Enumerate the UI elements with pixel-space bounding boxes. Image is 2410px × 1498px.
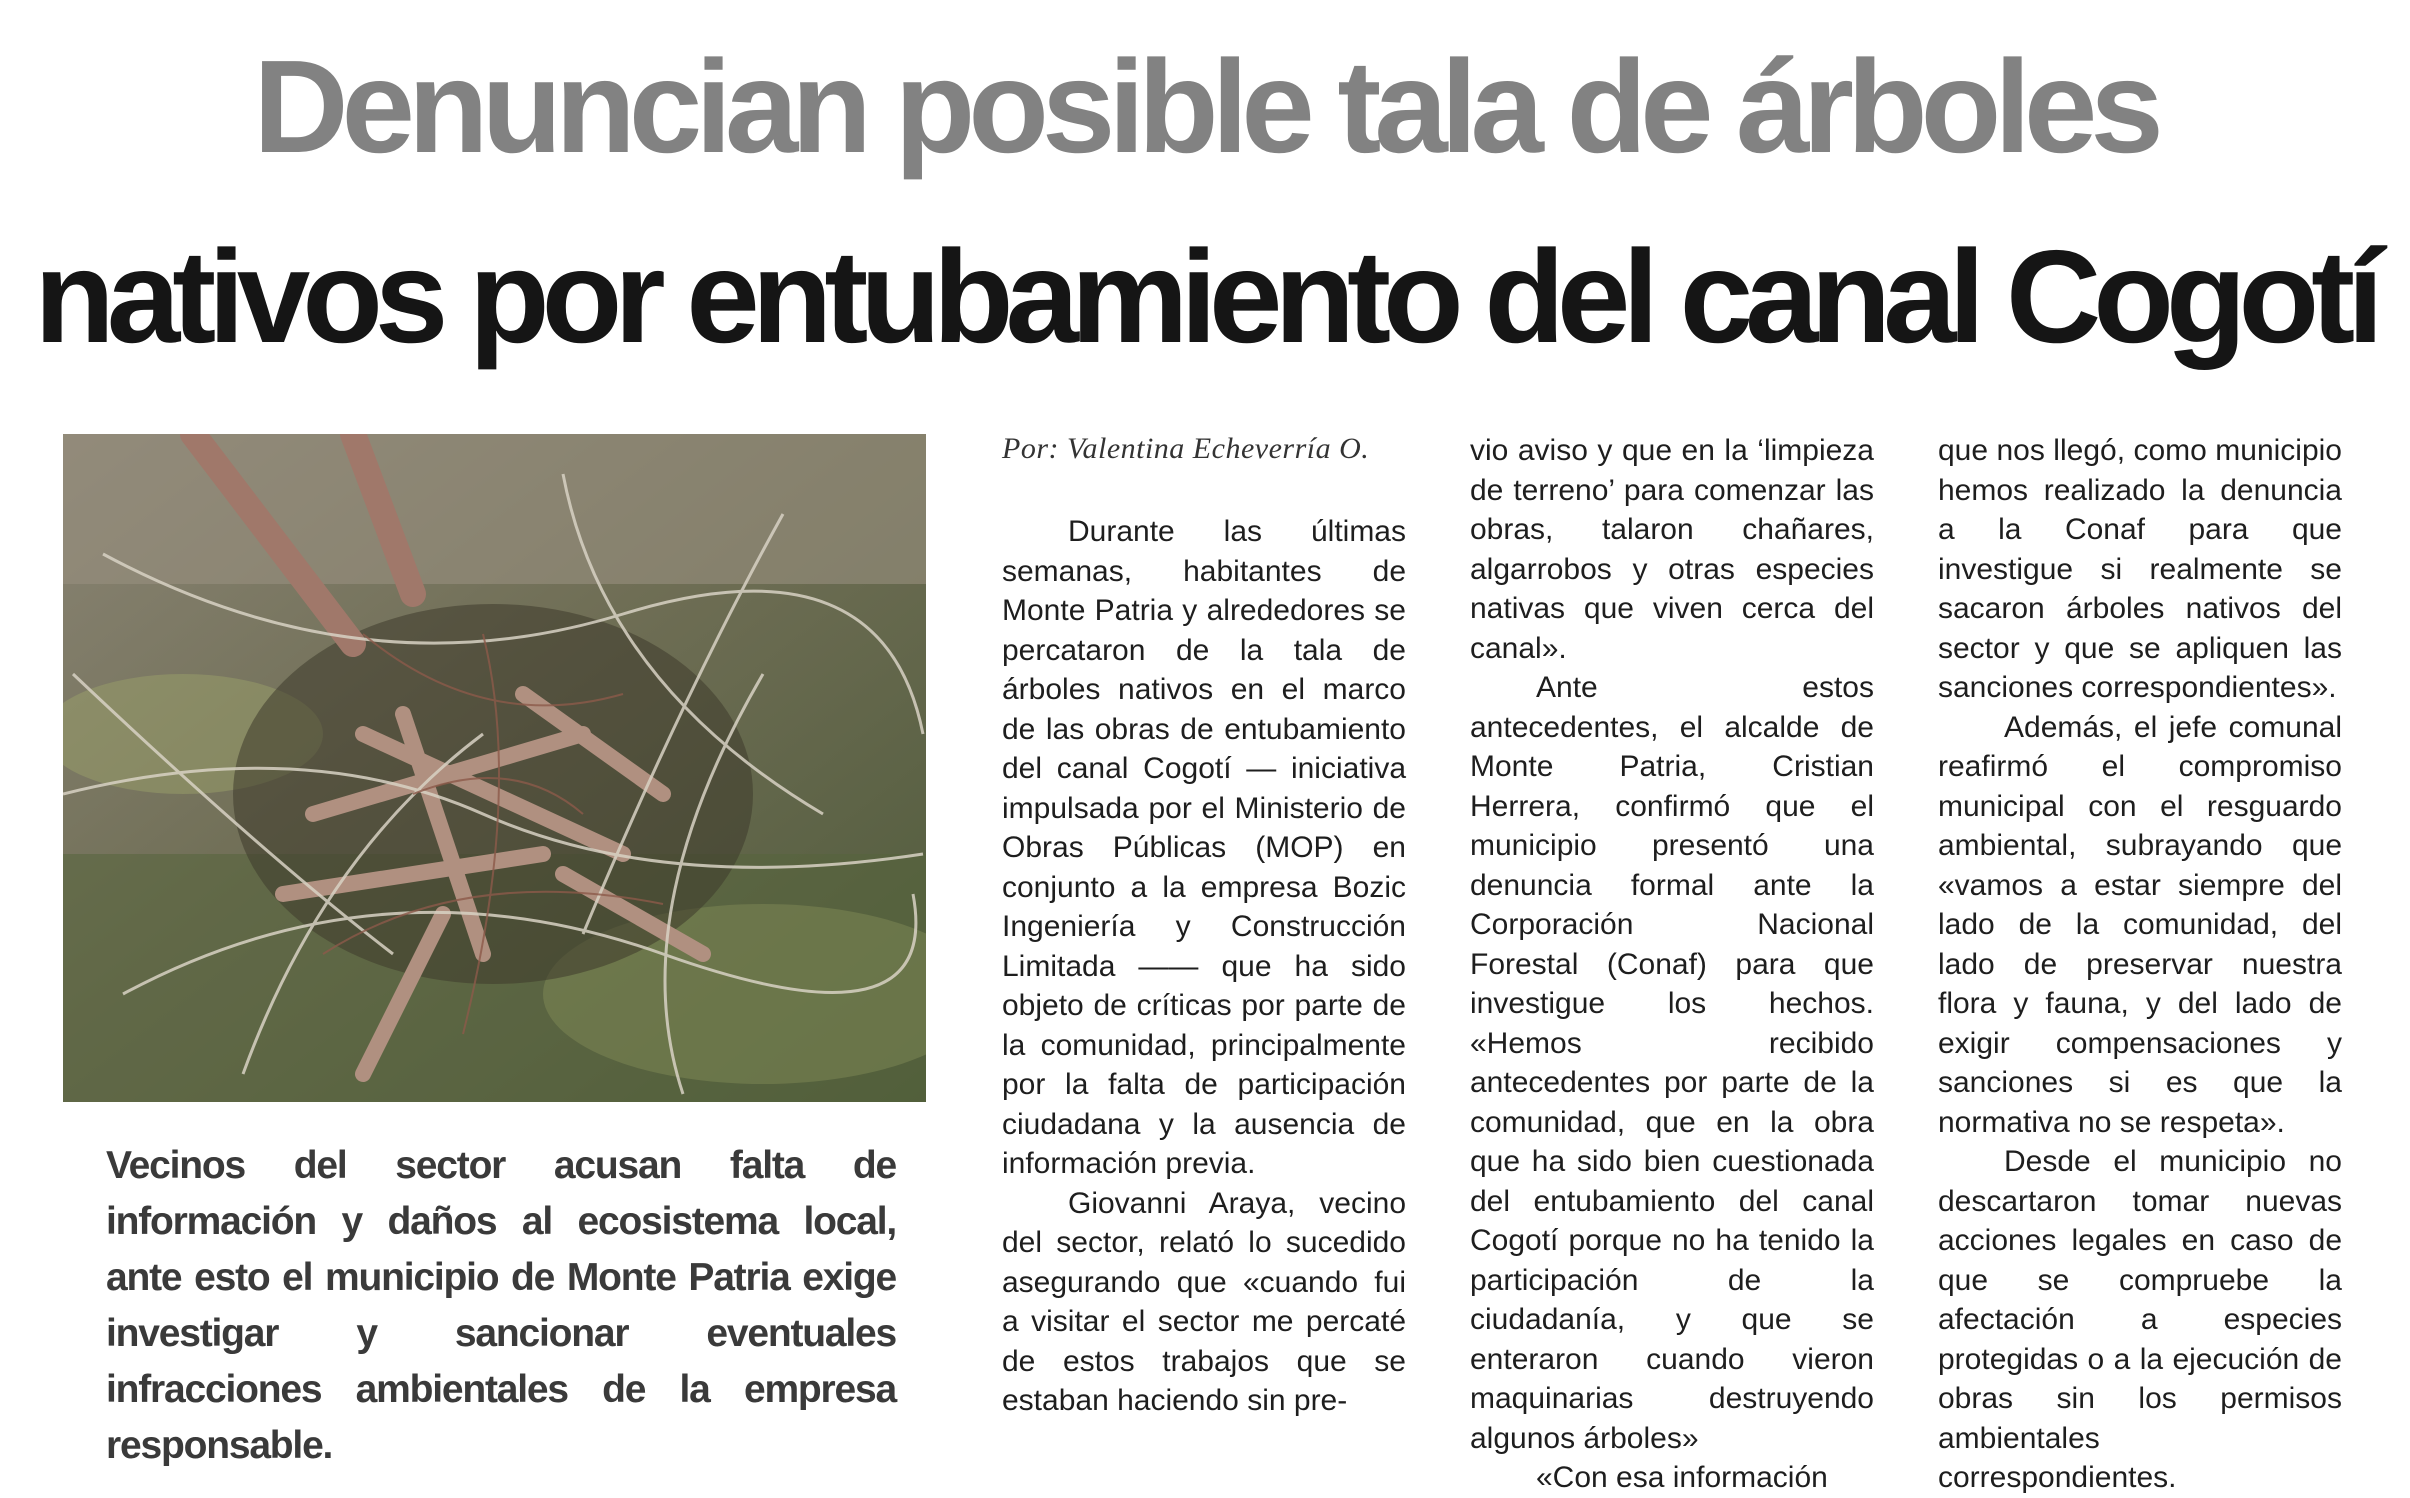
headline-line-2: nativos por entubamiento del canal Cogotí xyxy=(34,223,2376,370)
paragraph: Durante las últimas semanas, habitantes de Monte Patria y alrededores se percataron de la tala de árboles nativos en el marco de las obras de entubamiento del canal Cogotí — iniciativa impulsada por el Ministerio de Obras Públicas (MOP) en conjunto a la empresa Bozic Ingeniería y Construcción Limitada —— que ha sido objeto de críticas por parte de la comunidad, principalmente por la falta de participación ciudadana y la ausencia de información previa. xyxy=(1002,515,1406,1180)
paragraph: vio aviso y que en la ‘limpieza de terreno’ para comenzar las obras, talaron chañares, algarrobos y otras especies nativas que viven cerca del canal». xyxy=(1470,434,1874,665)
headline-line-1: Denuncian posible tala de árboles xyxy=(253,33,2157,180)
byline: Por: Valentina Echeverría O. xyxy=(1002,432,1370,465)
article-lede: Vecinos del sector acusan falta de información y daños al ecosistema local, ante esto el municipio de Monte Patria exige investigar y sancionar eventuales infracciones ambientales de la empresa responsable. xyxy=(106,1144,896,1467)
paragraph: Desde el municipio no descartaron tomar nuevas acciones legales en caso de que se compruebe la afectación a especies protegidas o a la ejecución de obras sin los permisos ambientales correspondientes. xyxy=(1938,1145,2342,1494)
paragraph: Giovanni Araya, vecino del sector, relató lo sucedido asegurando que «cuando fui a visitar el sector me percaté de estos trabajos que se estaban haciendo sin pre- xyxy=(1002,1186,1406,1417)
fallen-native-trees-photo xyxy=(63,434,926,1102)
article-column-1 xyxy=(1002,512,1406,1421)
paragraph: que nos llegó, como municipio hemos realizado la denuncia a la Conaf para que investigue si realmente se sacaron árboles nativos del sector y que se apliquen las sanciones correspondientes». xyxy=(1938,434,2342,704)
article-column-3 xyxy=(1938,431,2342,1498)
paragraph: Además, el jefe comunal reafirmó el compromiso municipal con el resguardo ambiental, subrayando que «vamos a estar siempre del lado de la comunidad, del lado de preservar nuestra flora y fauna, y del lado de exigir compensaciones y sanciones si es que la normativa no se respeta». xyxy=(1938,710,2342,1139)
paragraph: Ante estos antecedentes, el alcalde de Monte Patria, Cristian Herrera, confirmó que el municipio presentó una denuncia formal ante la Corporación Nacional Forestal (Conaf) para que investigue los hechos. «Hemos recibido antecedentes por parte de la comunidad, que en la obra que ha sido bien cuestionada del entubamiento del canal Cogotí porque no ha tenido la participación de la ciudadanía, y que se enteraron cuando vieron maquinarias destruyendo algunos árboles» xyxy=(1470,671,1874,1455)
paragraph: «Con esa información xyxy=(1536,1461,1828,1494)
article-column-2 xyxy=(1470,431,1874,1498)
